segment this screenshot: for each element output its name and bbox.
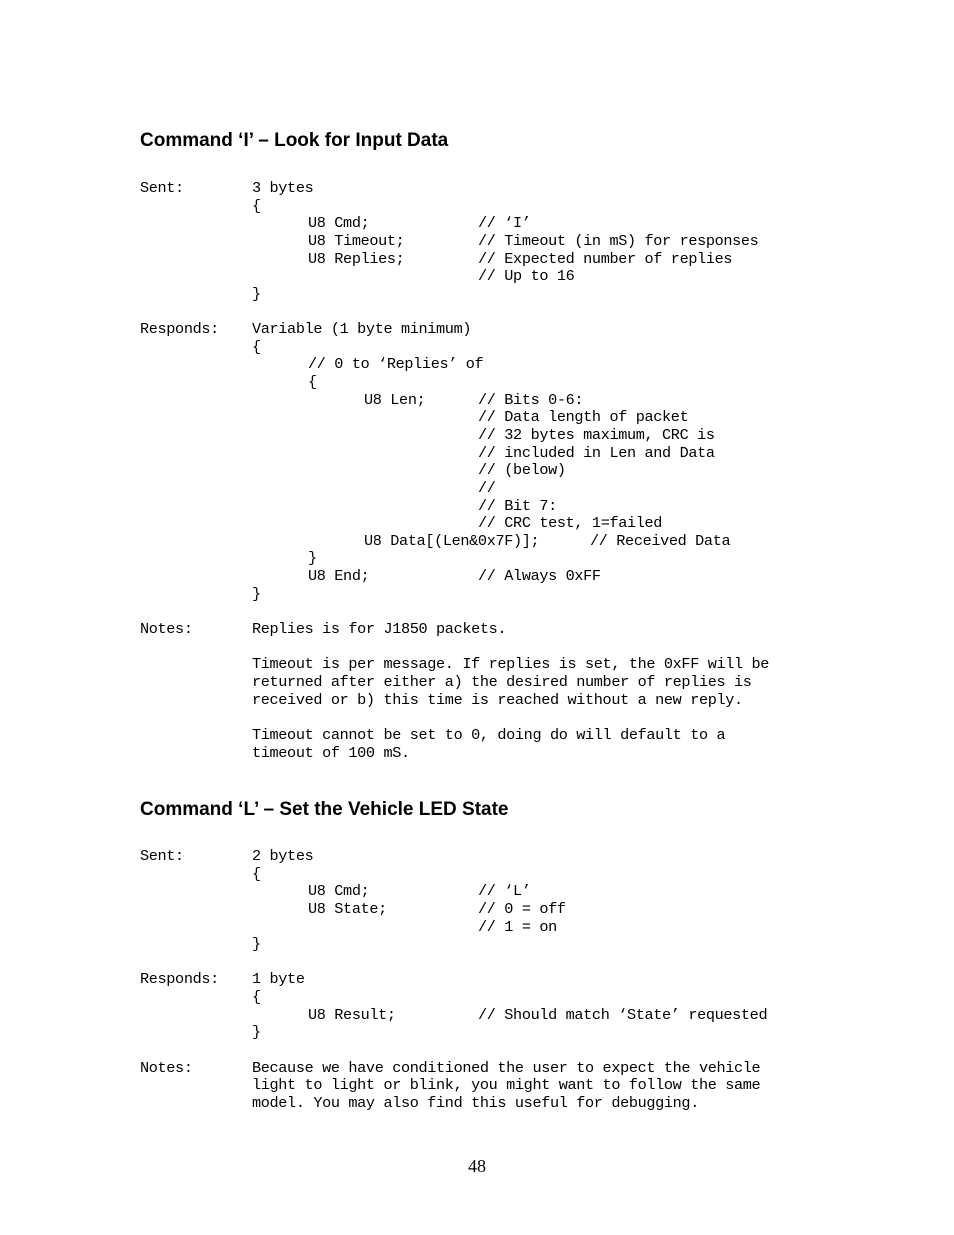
notes-text: timeout of 100 mS. — [252, 743, 410, 762]
field-comment: // Up to 16 — [478, 267, 575, 286]
notes-label: Notes: — [140, 1058, 193, 1077]
result-comment: // Should match ‘State’ requested — [478, 1005, 768, 1024]
notes-text: model. You may also find this useful for debugging. — [252, 1093, 699, 1112]
brace-close: } — [252, 935, 261, 954]
brace-close: } — [252, 584, 261, 603]
brace-close: } — [252, 1023, 261, 1042]
field-decl: U8 Cmd; — [308, 214, 370, 233]
responds-size: 1 byte — [252, 970, 305, 989]
responds-label: Responds: — [140, 320, 219, 339]
notes-text: received or b) this time is reached without a new reply. — [252, 690, 743, 709]
len-decl: U8 Len; — [364, 390, 426, 409]
brace-open: { — [252, 988, 261, 1007]
brace-open: { — [308, 373, 317, 392]
sent-size: 3 bytes — [252, 179, 314, 197]
notes-text: Because we have conditioned the user to expect the vehicle — [252, 1058, 761, 1077]
end-comment: // Always 0xFF — [478, 567, 601, 586]
data-comment: // Received Data — [590, 531, 731, 550]
section-i-title: Command ‘I’ – Look for Input Data — [140, 130, 449, 151]
field-decl: U8 Cmd; — [308, 882, 370, 901]
sent-size: 2 bytes — [252, 847, 314, 865]
brace-open: { — [252, 196, 261, 215]
notes-label: Notes: — [140, 620, 193, 639]
field-comment: // 1 = on — [478, 917, 557, 936]
data-decl: U8 Data[(Len&0x7F)]; — [364, 531, 540, 550]
field-comment: // 0 = off — [478, 899, 566, 918]
field-comment: // ‘I’ — [478, 214, 531, 233]
len-comment: // Data length of packet — [478, 408, 689, 427]
len-comment: // (below) — [478, 461, 566, 480]
section-l-title: Command ‘L’ – Set the Vehicle LED State — [140, 799, 509, 820]
len-comment: // Bit 7: — [478, 496, 557, 515]
len-comment: // 32 bytes maximum, CRC is — [478, 425, 715, 444]
field-decl: U8 Replies; — [308, 249, 405, 268]
notes-text: Timeout cannot be set to 0, doing do will default to a — [252, 725, 726, 744]
field-decl: U8 State; — [308, 899, 387, 918]
notes-text: Replies is for J1850 packets. — [252, 620, 507, 639]
page-number: 48 — [468, 1156, 486, 1176]
brace-close: } — [252, 284, 261, 303]
brace-close: } — [308, 549, 317, 568]
len-comment: // included in Len and Data — [478, 443, 715, 462]
end-decl: U8 End; — [308, 567, 370, 586]
brace-open: { — [252, 864, 261, 883]
notes-text: light to light or blink, you might want to follow the same — [252, 1076, 761, 1095]
len-comment: // — [478, 478, 496, 497]
len-comment: // CRC test, 1=failed — [478, 514, 663, 533]
field-comment: // Expected number of replies — [478, 249, 733, 268]
responds-size: Variable (1 byte minimum) — [252, 320, 472, 339]
field-decl: U8 Timeout; — [308, 231, 405, 250]
result-decl: U8 Result; — [308, 1005, 396, 1024]
notes-text: returned after either a) the desired number of replies is — [252, 672, 752, 691]
field-comment: // Timeout (in mS) for responses — [478, 231, 759, 250]
field-comment: // ‘L’ — [478, 882, 531, 901]
brace-open: { — [252, 337, 261, 356]
len-comment: // Bits 0-6: — [478, 390, 584, 409]
notes-text: Timeout is per message. If replies is set, the 0xFF will be — [252, 655, 770, 674]
sent-label: Sent: — [140, 179, 184, 197]
sent-label: Sent: — [140, 847, 184, 865]
responds-label: Responds: — [140, 970, 219, 989]
repeat-comment: // 0 to ‘Replies’ of — [308, 355, 484, 374]
